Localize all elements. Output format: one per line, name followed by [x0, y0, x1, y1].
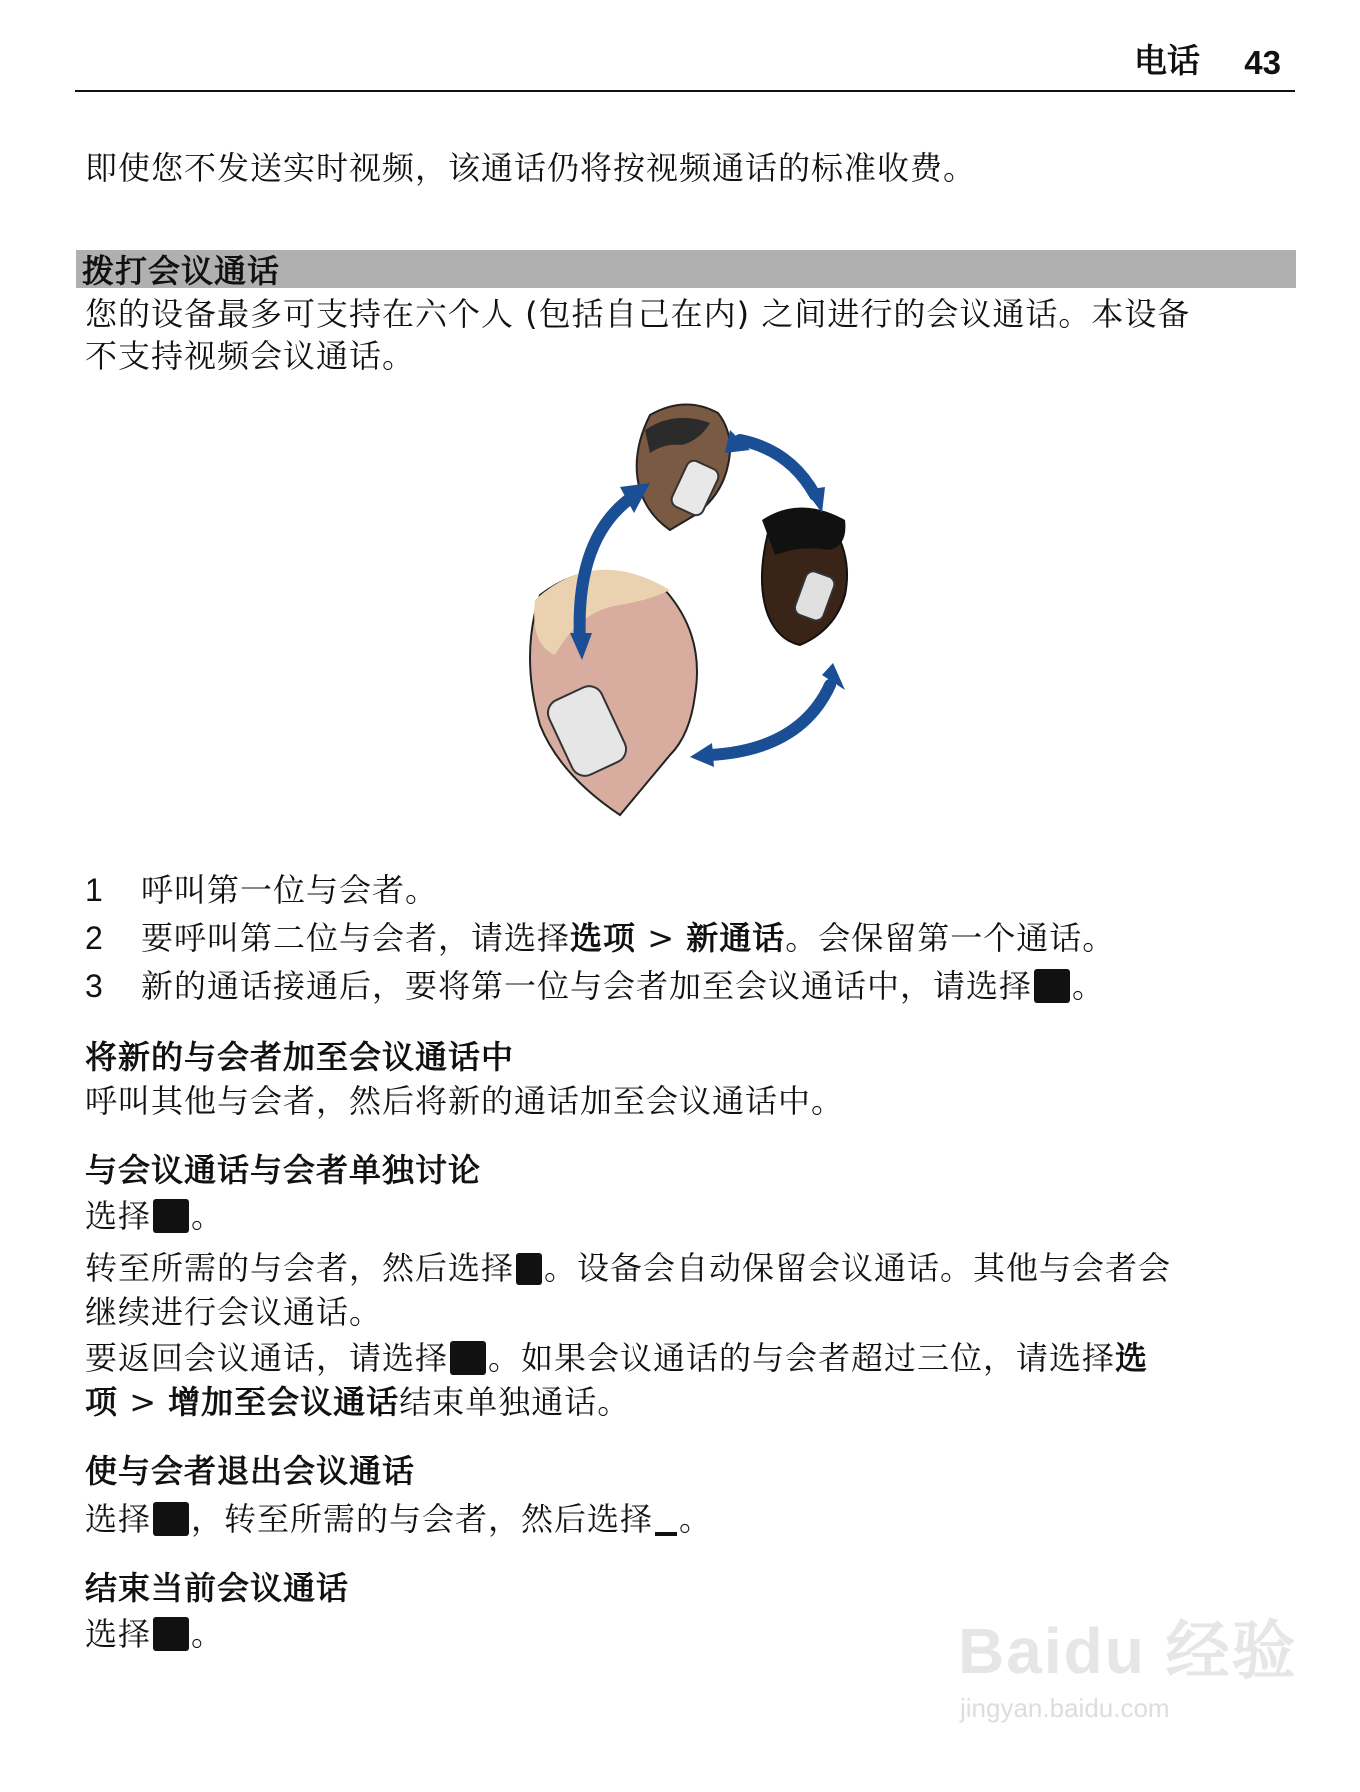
- conference-icon: [450, 1341, 486, 1375]
- private-line-1: [85, 1194, 224, 1238]
- drop-line: [85, 1497, 712, 1541]
- private-line-5: [85, 1380, 630, 1424]
- end-call-heading: 结束当前会议通话: [85, 1569, 350, 1607]
- add-participant-text: 呼叫其他与会者，然后将新的通话加至会议通话中。: [85, 1082, 845, 1120]
- watermark-logo: Baidu 经验: [958, 1615, 1298, 1687]
- participants-icon: [153, 1502, 189, 1536]
- options-menu-label: 选项: [570, 919, 637, 957]
- step-number: 2: [85, 920, 104, 956]
- person-bottom-figure: [530, 570, 697, 815]
- page-header: [75, 40, 1295, 92]
- text: 。如果会议通话的与会者超过三位，请选择: [488, 1339, 1116, 1377]
- new-call-menu-label: 新通话: [686, 919, 786, 957]
- drop-icon: [655, 1500, 677, 1536]
- conference-icon: [1034, 969, 1070, 1003]
- options-menu-label: 项: [85, 1383, 119, 1421]
- end-call-line: [85, 1612, 224, 1656]
- private-line-3: 继续进行会议通话。: [85, 1293, 383, 1331]
- section-title-bar: [76, 250, 1296, 288]
- watermark-url: jingyan.baidu.com: [960, 1693, 1170, 1723]
- step-number: 3: [85, 968, 104, 1004]
- step-text-end: 。会保留第一个通话。: [785, 919, 1116, 957]
- drop-heading: 使与会者退出会议通话: [85, 1452, 416, 1490]
- step-text: 新的通话接通后，要将第一位与会者加至会议通话中，请选择: [141, 967, 1033, 1005]
- step-text: 要呼叫第二位与会者，请选择: [141, 919, 571, 957]
- section-title: 拨打会议通话: [82, 252, 281, 290]
- text: 选择: [85, 1500, 152, 1538]
- text: 结束单独通话。: [399, 1383, 631, 1421]
- private-line-4: [85, 1336, 1148, 1380]
- text: 。: [191, 1615, 225, 1653]
- add-to-conference-label: 增加至会议通话: [168, 1383, 400, 1421]
- step-text-end: 。: [1072, 967, 1106, 1005]
- menu-separator: >: [636, 919, 687, 957]
- text: 选择: [85, 1615, 152, 1653]
- section-desc-2: 不支持视频会议通话。: [85, 337, 416, 375]
- text: 转至所需的与会者，然后选择: [85, 1249, 515, 1287]
- step-3: [85, 964, 1105, 1008]
- person-top-figure: [637, 404, 730, 530]
- text: 。: [191, 1197, 225, 1235]
- private-heading: 与会议通话与会者单独讨论: [85, 1151, 482, 1189]
- intro-text: 即使您不发送实时视频，该通话仍将按视频通话的标准收费。: [85, 149, 977, 187]
- person-right-figure: [762, 508, 847, 646]
- options-menu-label: 选: [1115, 1339, 1149, 1377]
- section-desc-1: 您的设备最多可支持在六个人 (包括自己在内) 之间进行的会议通话。本设备: [85, 295, 1191, 333]
- step-1: [85, 868, 438, 912]
- arrow-bottom-right: [710, 685, 830, 755]
- text: 选择: [85, 1197, 152, 1235]
- section-name: 电话: [1134, 41, 1200, 80]
- text: 。设备会自动保留会议通话。其他与会者会: [544, 1249, 1172, 1287]
- participants-icon: [153, 1199, 189, 1233]
- arrowhead-6: [690, 743, 714, 767]
- end-call-icon: [153, 1617, 189, 1651]
- text: ，转至所需的与会者，然后选择: [191, 1500, 654, 1538]
- menu-separator: >: [118, 1383, 169, 1421]
- private-icon: [516, 1253, 542, 1285]
- step-number: 1: [85, 872, 104, 908]
- text: 。: [679, 1500, 713, 1538]
- page-number: 43: [1244, 44, 1281, 81]
- arrow-top-right: [740, 440, 815, 495]
- text: 要返回会议通话，请选择: [85, 1339, 449, 1377]
- step-text: 呼叫第一位与会者。: [141, 871, 439, 909]
- add-participant-heading: 将新的与会者加至会议通话中: [85, 1038, 515, 1076]
- private-line-2: [85, 1246, 1171, 1290]
- step-2: [85, 916, 1115, 960]
- conference-call-illustration: [500, 395, 880, 845]
